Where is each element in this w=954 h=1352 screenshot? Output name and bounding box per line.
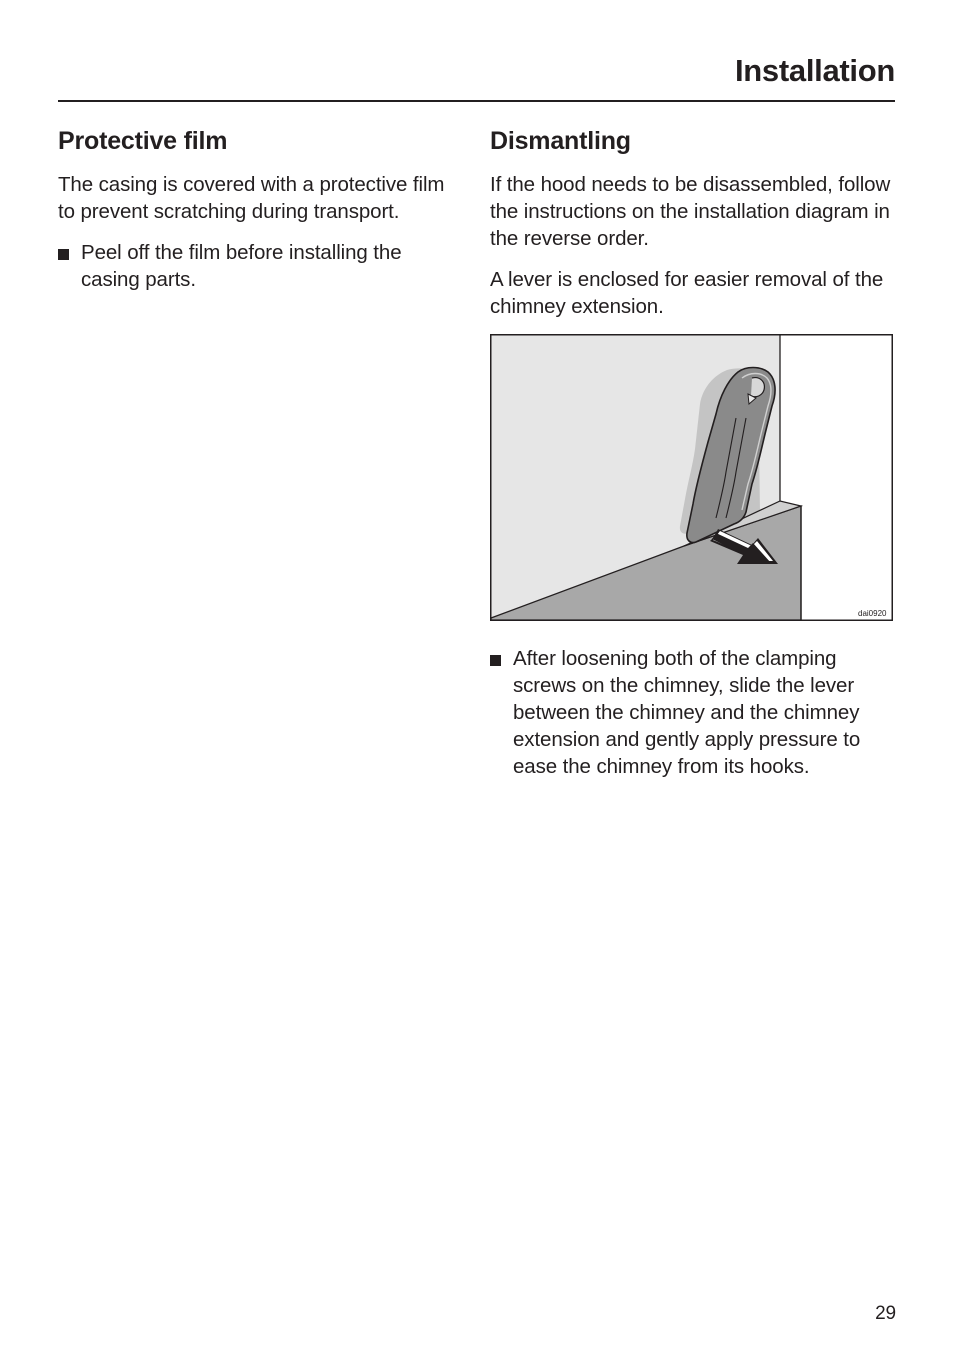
section-heading: Dismantling xyxy=(490,127,631,155)
lever-diagram-svg xyxy=(490,334,893,621)
section-dismantling xyxy=(490,124,896,780)
lever-notch xyxy=(751,378,764,397)
section-paragraph: The casing is covered with a protective film to prevent scratching during transport. xyxy=(58,173,445,223)
section-heading: Protective film xyxy=(58,127,228,155)
bullet-text: After loosening both of the clamping screws on the chimney, slide the lever between the chimney and the chimney extension and gently apply pressure to ease the chimney from its hooks. xyxy=(513,647,861,778)
bullet-text: Peel off the film before installing the casing parts. xyxy=(81,241,402,291)
section-paragraph: If the hood needs to be disassembled, follow the instructions on the installation diagram in the reverse order. xyxy=(490,173,891,250)
bullet-item xyxy=(58,239,463,293)
page-header xyxy=(58,50,895,102)
lever-illustration xyxy=(490,334,893,621)
bullet-square-icon xyxy=(58,249,69,260)
bullet-square-icon xyxy=(490,655,501,666)
page-title: Installation xyxy=(734,53,895,88)
section-paragraph: A lever is enclosed for easier removal of the chimney extension. xyxy=(490,268,884,318)
section-protective-film xyxy=(58,124,463,293)
figure-code: dai0920 xyxy=(858,609,887,618)
page-number: 29 xyxy=(875,1303,896,1324)
bullet-item xyxy=(490,645,896,780)
